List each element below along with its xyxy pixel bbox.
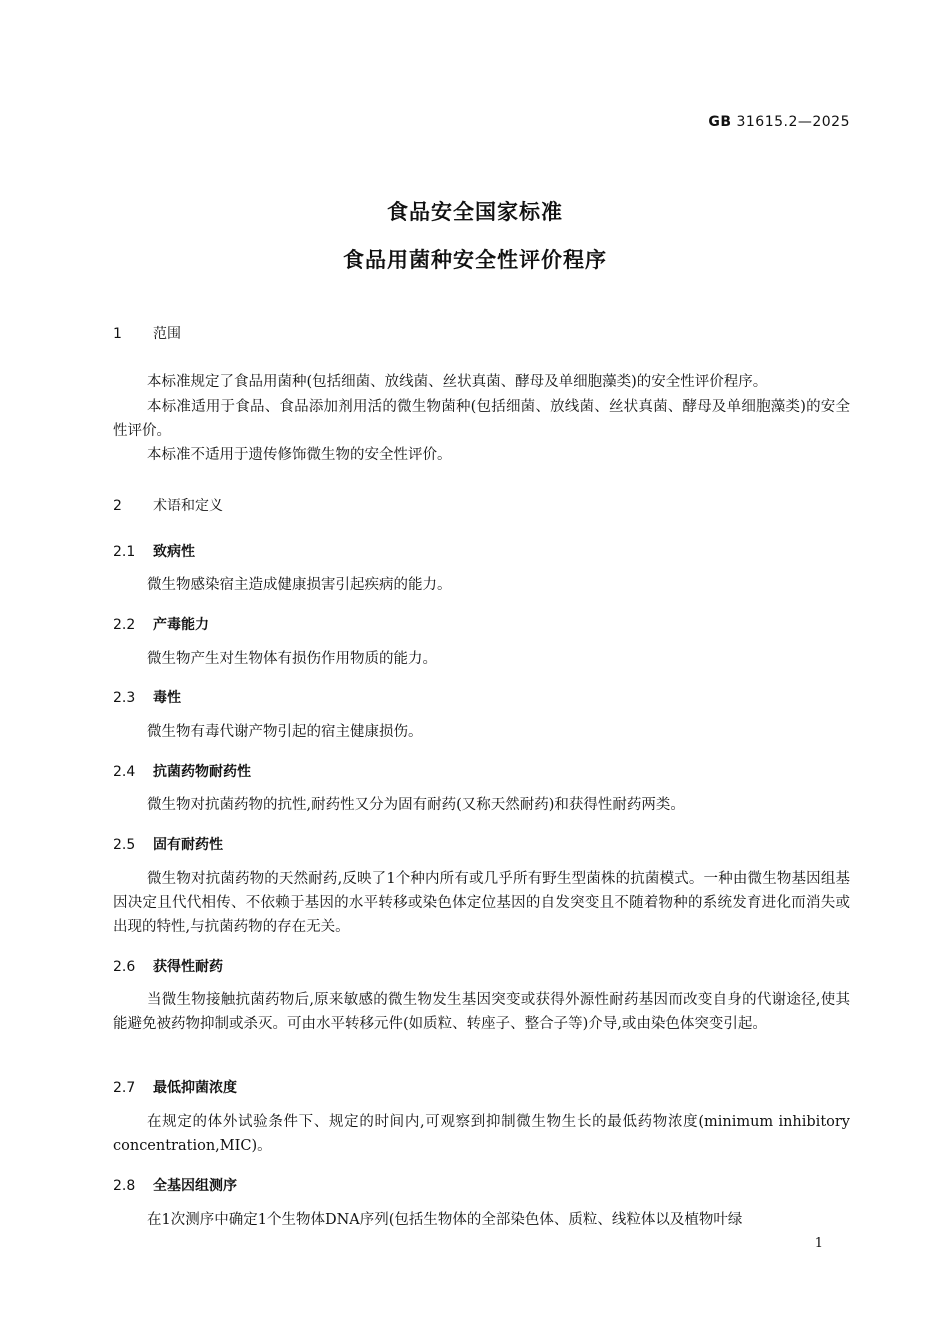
- subsection-heading: [113, 1077, 237, 1097]
- subsection-heading: [113, 1175, 237, 1195]
- paragraph: 本标准不适用于遗传修饰微生物的安全性评价。: [147, 447, 452, 463]
- page-number: 1: [814, 1236, 823, 1251]
- section-title: 术语和定义: [153, 498, 223, 514]
- term: 全基因组测序: [153, 1178, 237, 1194]
- subsection-number: 2.3: [113, 690, 136, 706]
- section-number: 2: [113, 498, 122, 514]
- subsection-heading: [113, 541, 195, 561]
- definition: 微生物感染宿主造成健康损害引起疾病的能力。: [147, 577, 452, 593]
- subsection-number: 2.1: [113, 544, 136, 560]
- term: 获得性耐药: [153, 959, 223, 975]
- standard-number: 31615.2—2025: [736, 114, 850, 130]
- subsection-number: 2.7: [113, 1080, 136, 1096]
- term: 致病性: [153, 544, 195, 560]
- subsection-number: 2.6: [113, 959, 136, 975]
- subsection-number: 2.8: [113, 1178, 136, 1194]
- definition: 当微生物接触抗菌药物后,原来敏感的微生物发生基因突变或获得外源性耐药基因而改变自身的代谢途径,使其能避免被药物抑制或杀灭。可由水平转移元件(如质粒、转座子、整合子等)介导,或由染色体突变引起。: [113, 992, 850, 1032]
- paragraph: 本标准规定了食品用菌种(包括细菌、放线菌、丝状真菌、酵母及单细胞藻类)的安全性评价程序。: [147, 374, 768, 390]
- term: 抗菌药物耐药性: [153, 764, 251, 780]
- title-line-2: 食品用菌种安全性评价程序: [343, 248, 607, 272]
- section-2-heading: [113, 495, 223, 515]
- section-number: 1: [113, 326, 122, 342]
- standard-prefix: GB: [708, 114, 732, 130]
- definition: 微生物对抗菌药物的天然耐药,反映了1个种内所有或几乎所有野生型菌株的抗菌模式。一种由微生物基因组基因决定且代代相传、不依赖于基因的水平转移或染色体定位基因的自发突变且不随着物种的系统发育进化而消失或出现的特性,与抗菌药物的存在无关。: [113, 871, 850, 935]
- definition: 在规定的体外试验条件下、规定的时间内,可观察到抑制微生物生长的最低药物浓度(minimum inhibitory concentration,MIC)。: [113, 1114, 850, 1154]
- section-1-heading: [113, 323, 181, 343]
- subsection-heading: [113, 956, 223, 976]
- subsection-heading: [113, 834, 223, 854]
- subsection-number: 2.2: [113, 617, 136, 633]
- definition: 在1次测序中确定1个生物体DNA序列(包括生物体的全部染色体、质粒、线粒体以及植物叶绿: [147, 1212, 743, 1228]
- term: 产毒能力: [153, 617, 209, 633]
- paragraph: 本标准适用于食品、食品添加剂用活的微生物菌种(包括细菌、放线菌、丝状真菌、酵母及单细胞藻类)的安全性评价。: [113, 399, 850, 439]
- term: 毒性: [153, 690, 181, 706]
- title-line-1: 食品安全国家标准: [387, 200, 563, 224]
- subsection-number: 2.5: [113, 837, 136, 853]
- subsection-heading: [113, 614, 209, 634]
- subsection-heading: [113, 761, 251, 781]
- definition: 微生物有毒代谢产物引起的宿主健康损伤。: [147, 724, 423, 740]
- subsection-heading: [113, 687, 181, 707]
- term: 固有耐药性: [153, 837, 223, 853]
- definition: 微生物产生对生物体有损伤作用物质的能力。: [147, 651, 437, 667]
- term: 最低抑菌浓度: [153, 1080, 237, 1096]
- standard-code: [708, 114, 850, 130]
- section-title: 范围: [153, 326, 181, 342]
- definition: 微生物对抗菌药物的抗性,耐药性又分为固有耐药(又称天然耐药)和获得性耐药两类。: [147, 797, 685, 813]
- subsection-number: 2.4: [113, 764, 136, 780]
